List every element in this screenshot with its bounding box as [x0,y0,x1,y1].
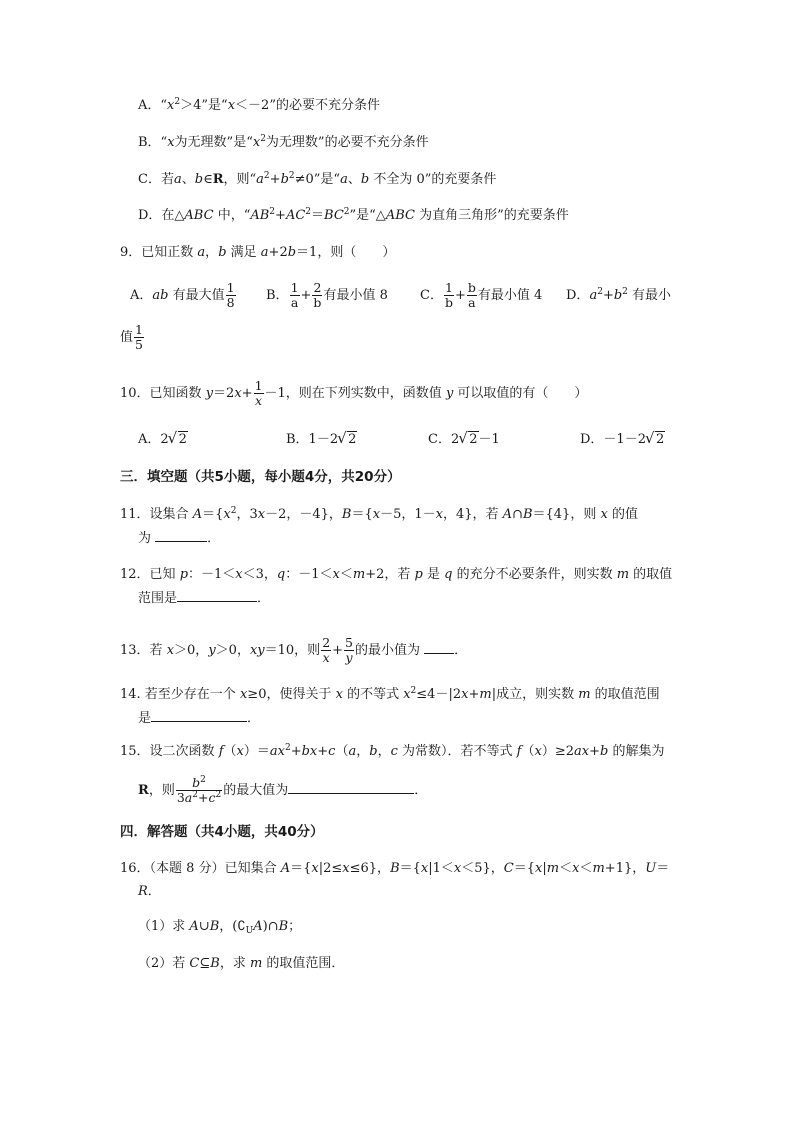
q10-option-a: A．2√ 2 [138,431,188,449]
q12-line-2: 范围是 ． [138,591,271,606]
q10-option-b: B．1－2√ 2 [286,431,357,449]
q14-line-1: 14. 若至少存在一个 x≥0，使得关于 x 的不等式 $x^2\le 4-|2x+m|$成立，则实数 m 的取值范围 [120,686,660,702]
q8-option-a: A．“$x^2>4$”是“x＜－2”的必要不充分条件 [138,97,380,113]
q11-line-1: 11．设集合 $A=\{x^2$，3x－2，－4}，B＝{x－5，1－x，4}，若 A∩B＝{4}，则 x 的值 [120,506,638,522]
q9-option-a: A．ab 有最大值 $\frac{1}{8}$ [130,280,235,310]
q16-part-1: （1）求 A∪B，$(∁_UA)\cap B$； [138,919,302,936]
q10-option-d: D．－1－2√ 2 [580,431,665,449]
q12-line-1: 12．已知 p：－1＜x＜3，q：－1＜x＜m+2，若 p 是 q 的充分不必要条件，则实数 m 的取值 [120,567,673,582]
q10-option-c: C．2√ 2－1 [428,431,500,449]
q16-line-1: 16．（本题 8 分）已知集合 A＝{x|2≤x≤6}，B＝{x|1＜x＜5}，C＝{x|m＜x＜m+1}，U＝ [120,861,670,876]
q9-option-c: C． $\frac{1}{b}$ + $\frac{b}{a}$ 有最小值 4 [420,280,543,310]
q15-line-1: 15．设二次函数 $f(x)=ax^2+bx+c(a$，b，c 为常数）．若不等式 f（x）≥2ax+b 的解集为 [120,743,665,759]
q9-option-b: B． $\frac{1}{a}$ + $\frac{2}{b}$ 有最小值 8 [266,280,388,310]
q9-option-d-cont: 值 $\frac{1}{5}$ [120,322,143,352]
q16-part-2: （2）若 C⊆B，求 m 的取值范围． [138,956,345,971]
q13: 13．若 x＞0，y＞0，xy＝10，则 $\frac{2}{x}$ + $\frac{5}{y}$ 的最小值为 ． [120,635,468,665]
q8-option-b: B．“x为无理数”是“$x^2$为无理数”的必要不充分条件 [138,134,429,150]
q9-stem: 9．已知正数 a，b 满足 a+2b＝1，则（ ） [120,245,396,260]
q8-option-c: C．若a、b∈R，则“$a^2+b^2\ne 0$”是“a、b 不全为 0”的充要条件 [138,171,497,187]
q16-line-2: R． [138,884,161,899]
section-4-heading: 四．解答题（共4小题，共40分） [120,824,324,840]
q10-stem: 10．已知函数 y＝2x+ $\frac{1}{x}$ －1，则在下列实数中，函数值 y 可以取值的有（ ） [120,378,588,408]
q11-line-2: 为 ． [138,531,221,546]
q8-option-d: D．在△ABC 中，“$AB^2+AC^2=BC^2$”是“△ABC 为直角三角形”的充要条件 [138,207,569,223]
q9-option-d: D．$a^2+b^2$ 有最小 [566,287,672,303]
section-3-heading: 三．填空题（共5小题，每小题4分，共20分） [120,469,401,485]
q14-line-2: 是 ． [138,711,261,726]
q15-line-2: R，则 $\frac{b^2}{3a^2+c^2}$ 的最大值为 ． [138,775,428,805]
